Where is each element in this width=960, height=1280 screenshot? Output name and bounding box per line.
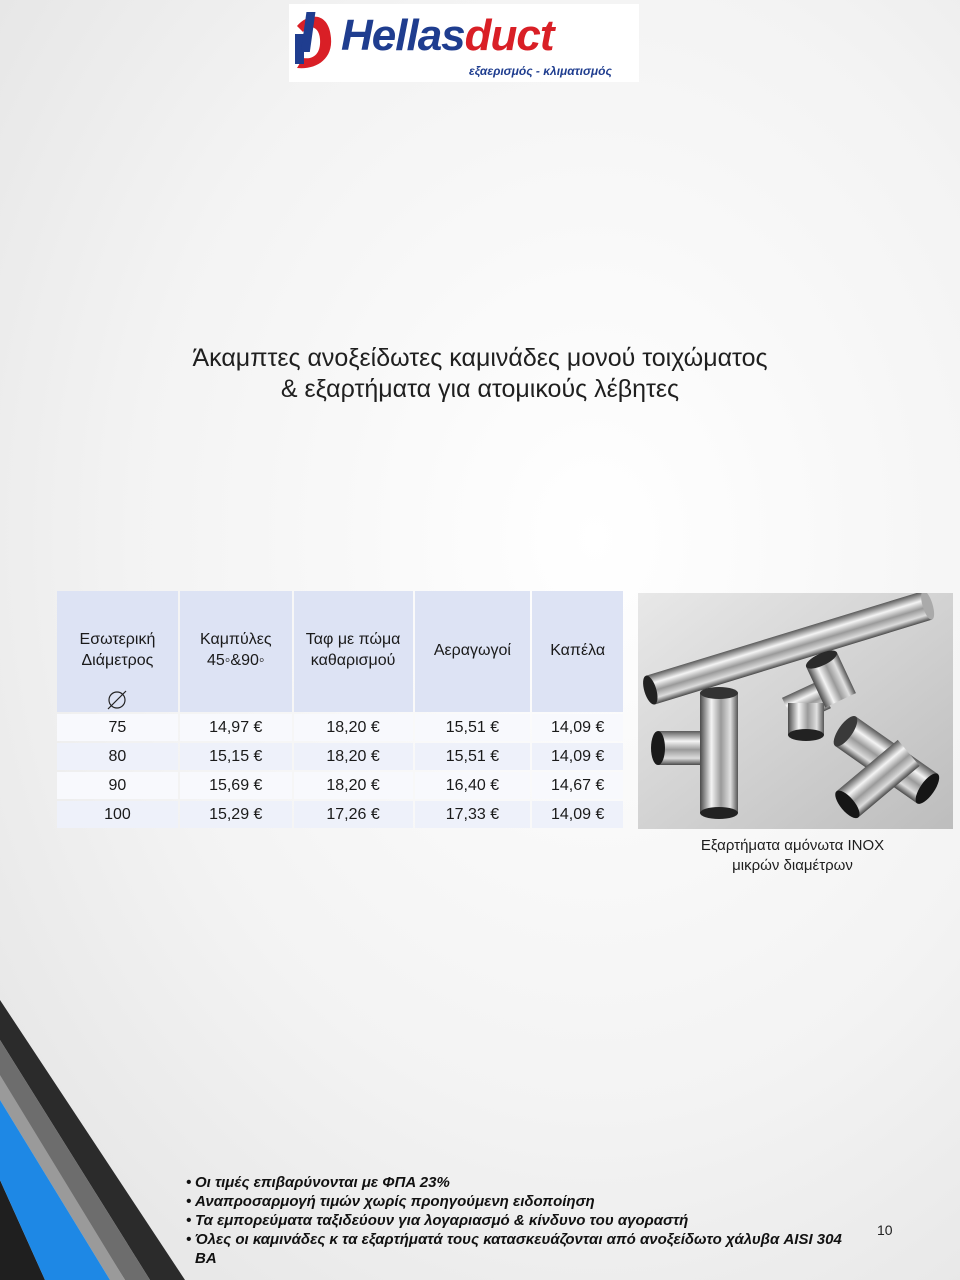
cell-price: 15,15 € <box>180 743 292 770</box>
diameter-icon <box>106 689 128 711</box>
note-item: • Οι τιμές επιβαρύνονται με ΦΠΑ 23% <box>186 1173 866 1192</box>
cell-price: 15,69 € <box>180 772 292 799</box>
cell-price: 17,26 € <box>294 801 413 828</box>
cell-diameter: 100 <box>57 801 178 828</box>
cell-price: 14,09 € <box>532 801 623 828</box>
header-diameter: Εσωτερική Διάμετρος <box>57 591 178 712</box>
header-elbows: Καμπύλες 45◦&90◦ <box>180 591 292 712</box>
cell-price: 17,33 € <box>415 801 531 828</box>
title-line-2: & εξαρτήματα για ατομικούς λέβητες <box>280 375 680 403</box>
header-ducts: Αεραγωγοί <box>415 591 531 712</box>
title-line-1: Άκαμπτες ανοξείδωτες καμινάδες μονού τοιχώματος <box>192 344 768 372</box>
cell-price: 16,40 € <box>415 772 531 799</box>
table-row <box>57 714 623 741</box>
note-item: • Αναπροσαρμογή τιμών χωρίς προηγούμενη ειδοποίηση <box>186 1192 866 1211</box>
cell-price: 18,20 € <box>294 772 413 799</box>
price-table <box>55 589 625 830</box>
page-title <box>60 343 900 405</box>
cell-diameter: 75 <box>57 714 178 741</box>
logo-wordmark: Hellasduct <box>341 11 554 60</box>
table-row <box>57 801 623 828</box>
table-row <box>57 743 623 770</box>
cell-price: 18,20 € <box>294 743 413 770</box>
cell-diameter: 90 <box>57 772 178 799</box>
note-item: • Τα εμπορεύματα ταξιδεύουν για λογαριασμό & κίνδυνο του αγοραστή <box>186 1211 866 1230</box>
caption-line-2: μικρών διαμέτρων <box>732 857 853 874</box>
table-header-row <box>57 591 623 712</box>
notes-list <box>186 1173 866 1268</box>
cell-price: 14,09 € <box>532 743 623 770</box>
cell-price: 14,97 € <box>180 714 292 741</box>
header-caps: Καπέλα <box>532 591 623 712</box>
photo-caption <box>640 836 945 876</box>
company-logo <box>289 4 639 82</box>
page-number: 10 <box>877 1222 893 1238</box>
product-photo <box>638 593 953 829</box>
cell-price: 18,20 € <box>294 714 413 741</box>
caption-line-1: Εξαρτήματα αμόνωτα INOX <box>700 837 885 854</box>
cell-price: 15,51 € <box>415 743 531 770</box>
cell-diameter: 80 <box>57 743 178 770</box>
cell-price: 15,51 € <box>415 714 531 741</box>
cell-price: 14,67 € <box>532 772 623 799</box>
table-row <box>57 772 623 799</box>
logo-subtitle: εξαερισμός - κλιματισμός <box>469 64 612 78</box>
note-item: • Όλες οι καμινάδες κ τα εξαρτήματά τους κατασκευάζονται από ανοξείδωτο χάλυβα AISI 304 BA <box>186 1230 866 1268</box>
cell-price: 15,29 € <box>180 801 292 828</box>
header-tee-cleanout: Ταφ με πώμα καθαρισμού <box>294 591 413 712</box>
logo-mark-icon <box>289 8 339 78</box>
cell-price: 14,09 € <box>532 714 623 741</box>
